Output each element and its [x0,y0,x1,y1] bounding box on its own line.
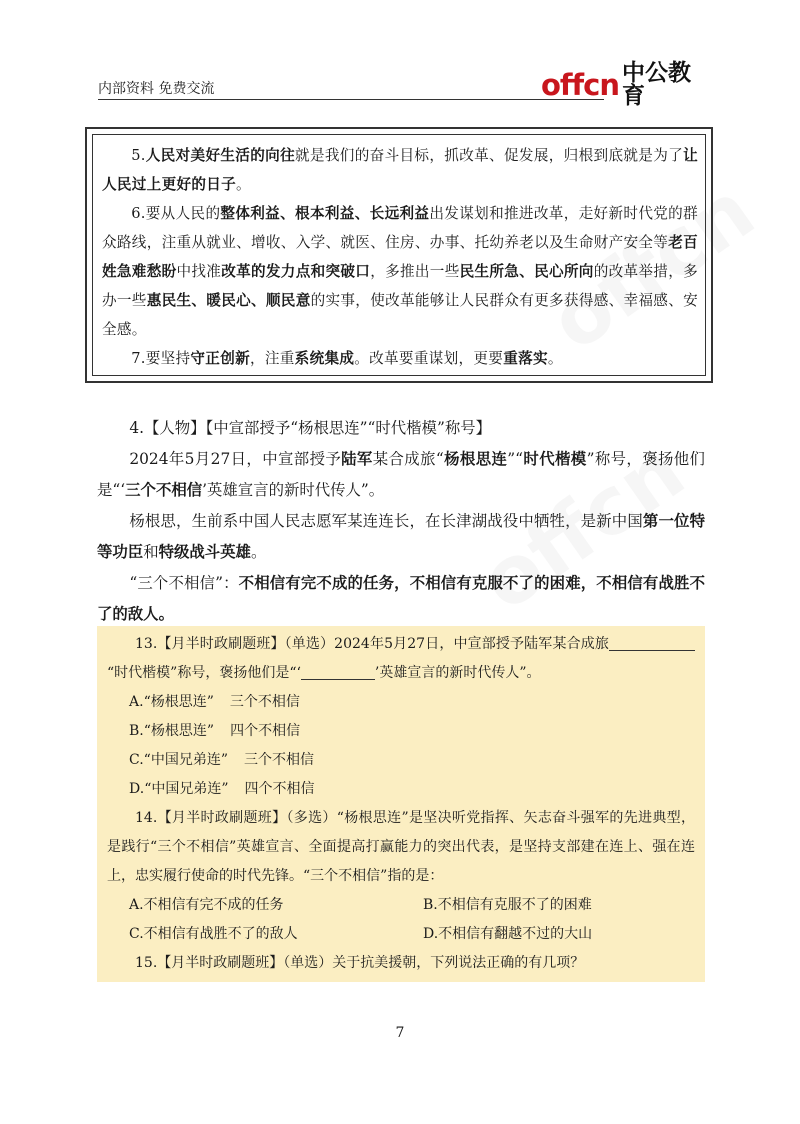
summary-point-6: 6.要从人民的整体利益、根本利益、长远利益出发谋划和推进改革，走好新时代党的群众路线，注重从就业、增收、入学、就医、住房、办事、托幼养老以及生命财产安全等老百姓急难愁盼中找准改革的发力点和突破口，多推出一些民生所急、民心所向的改革举措，多办一些惠民生、暖民心、顺民意的实事，使改革能够让人民群众有更多获得感、幸福感、安全感。 [102,205,698,338]
option-14d: D.不相信有翻越不过的大山 [423,926,593,942]
paragraph-three-beliefs: “三个不相信”：不相信有完不成的任务，不相信有克服不了的困难，不相信有战胜不了的敌人。 [97,574,705,623]
option-13a: A.“杨根思连” 三个不相信 [129,694,300,710]
paragraph-biography: 杨根思，生前系中国人民志愿军某连连长，在长津湖战役中牺牲，是新中国第一位特等功臣和特级战斗英雄。 [97,512,705,561]
option-13d: D.“中国兄弟连” 四个不相信 [129,781,315,797]
options-14-row1 [107,891,695,920]
header-label: 内部资料 免费交流 [98,81,215,97]
option-14b: B.不相信有克服不了的困难 [423,897,592,913]
page-number: 7 [395,1025,405,1041]
question-15: 15.【月半时政刷题班】（单选）关于抗美援朝，下列说法正确的有几项？ [135,955,585,971]
brand-logo [541,60,706,109]
logo-mark: offcn [541,67,619,102]
paragraph-award: 2024年5月27日，中宣部授予陆军某合成旅“杨根思连”“时代楷模”称号，褒扬他们是“‘三个不相信’英雄宣言的新时代传人”。 [97,450,705,499]
header-divider [98,99,604,100]
main-section [97,413,705,630]
question-14: 14.【月半时政刷题班】（多选）“杨根思连”是坚决听党指挥、矢志奋斗强军的先进典型，是践行“三个不相信”英雄宣言、全面提高打赢能力的突出代表，是坚持支部建在连上、强在连上，忠实履行使命的时代先锋。“三个不相信”指的是： [107,810,695,884]
option-14c: C.不相信有战胜不了的敌人 [129,926,298,942]
answer-blank [301,662,375,680]
option-13c: C.“中国兄弟连” 三个不相信 [129,752,314,768]
option-14a: A.不相信有完不成的任务 [129,897,284,913]
answer-blank [609,633,695,651]
section-heading: 4.【人物】【中宣部授予“杨根思连”“时代楷模”称号】 [129,419,491,437]
summary-box [102,141,698,373]
option-13b: B.“杨根思连” 四个不相信 [129,723,301,739]
logo-text: 中公教育 [622,60,691,109]
summary-point-5: 5.人民对美好生活的向往就是我们的奋斗目标，抓改革、促发展，归根到底就是为了让人民过上更好的日子。 [102,147,698,193]
question-13: 13.【月半时政刷题班】（单选）2024年5月27日，中宣部授予陆军某合成旅“时代楷模”称号，褒扬他们是“‘ ’英雄宣言的新时代传人”。 [107,630,695,688]
options-14-row2 [107,920,695,949]
summary-point-7: 7.要坚持守正创新，注重系统集成。改革要重谋划，更要重落实。 [131,350,563,367]
practice-questions [97,626,705,982]
